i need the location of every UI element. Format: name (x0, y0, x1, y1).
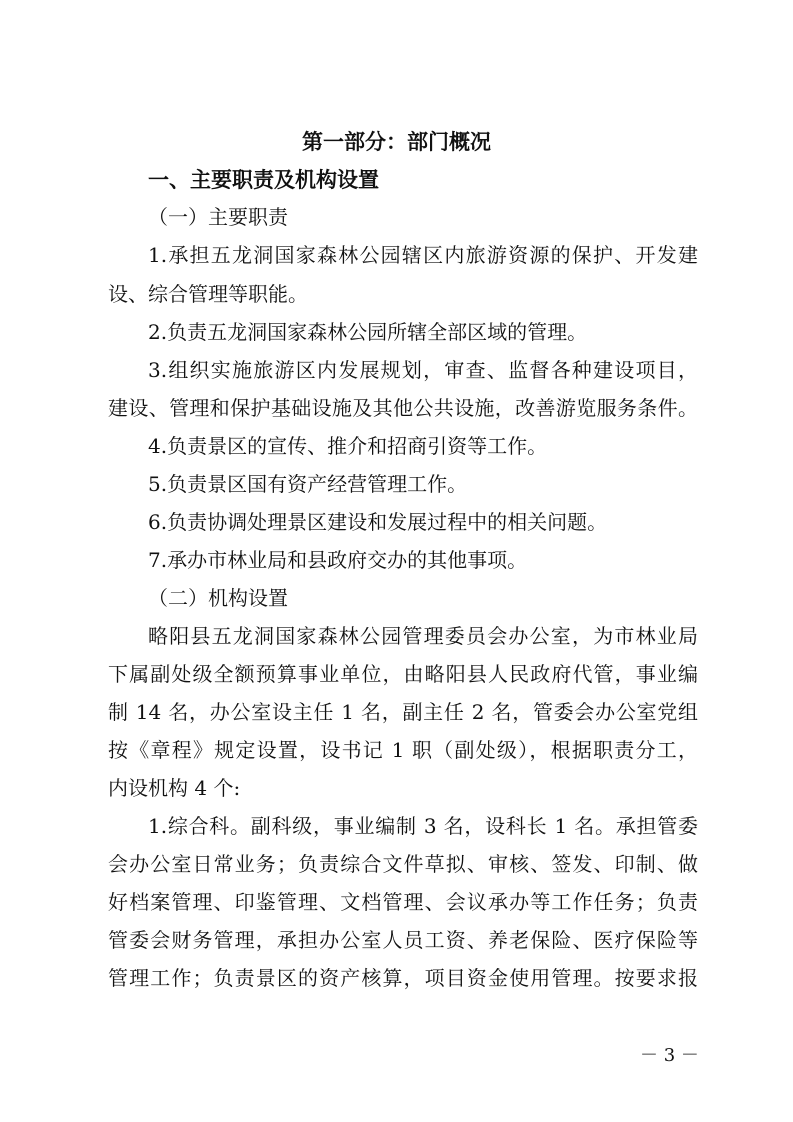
duty-line-3: 2.负责五龙洞国家森林公园所辖全部区域的管理。 (148, 320, 588, 344)
duty-line-8: 6.负责协调处理景区建设和发展过程中的相关问题。 (148, 510, 608, 534)
subsection-heading-duties: （一）主要职责 (148, 205, 288, 229)
subsection-heading-structure: （二）机构设置 (148, 586, 288, 610)
duty-line-2: 设、综合管理等职能。 (108, 282, 308, 306)
duty-line-6: 4.负责景区的宣传、推介和招商引资等工作。 (148, 434, 548, 458)
item-line-1: 1.综合科。副科级，事业编制 3 名，设科长 1 名。承担管委 (148, 814, 698, 838)
section-heading: 一、主要职责及机构设置 (148, 168, 379, 192)
structure-line-5: 内设机构 4 个: (108, 776, 241, 800)
page-title: 第一部分：部门概况 (302, 130, 491, 154)
item-line-5: 管理工作；负责景区的资产核算，项目资金使用管理。按要求报 (108, 966, 698, 990)
item-line-3: 好档案管理、印鉴管理、文档管理、会议承办等工作任务；负责 (108, 890, 698, 914)
duty-line-5: 建设、管理和保护基础设施及其他公共设施，改善游览服务条件。 (108, 396, 698, 420)
page-number: － 3 － (640, 1045, 699, 1066)
duty-line-1: 1.承担五龙洞国家森林公园辖区内旅游资源的保护、开发建 (148, 243, 698, 267)
item-line-4: 管委会财务管理，承担办公室人员工资、养老保险、医疗保险等 (108, 928, 698, 952)
item-line-2: 会办公室日常业务；负责综合文件草拟、审核、签发、印制、做 (108, 852, 698, 876)
structure-line-1: 略阳县五龙洞国家森林公园管理委员会办公室，为市林业局 (148, 624, 698, 648)
structure-line-4: 按《章程》规定设置，设书记 1 职（副处级），根据职责分工， (108, 738, 698, 762)
duty-line-4: 3.组织实施旅游区内发展规划，审查、监督各种建设项目， (148, 358, 698, 382)
duty-line-9: 7.承办市林业局和县政府交办的其他事项。 (148, 548, 528, 572)
structure-line-3: 制 14 名，办公室设主任 1 名，副主任 2 名，管委会办公室党组 (108, 700, 698, 724)
duty-line-7: 5.负责景区国有资产经营管理工作。 (148, 472, 468, 496)
structure-line-2: 下属副处级全额预算事业单位，由略阳县人民政府代管，事业编 (108, 662, 698, 686)
